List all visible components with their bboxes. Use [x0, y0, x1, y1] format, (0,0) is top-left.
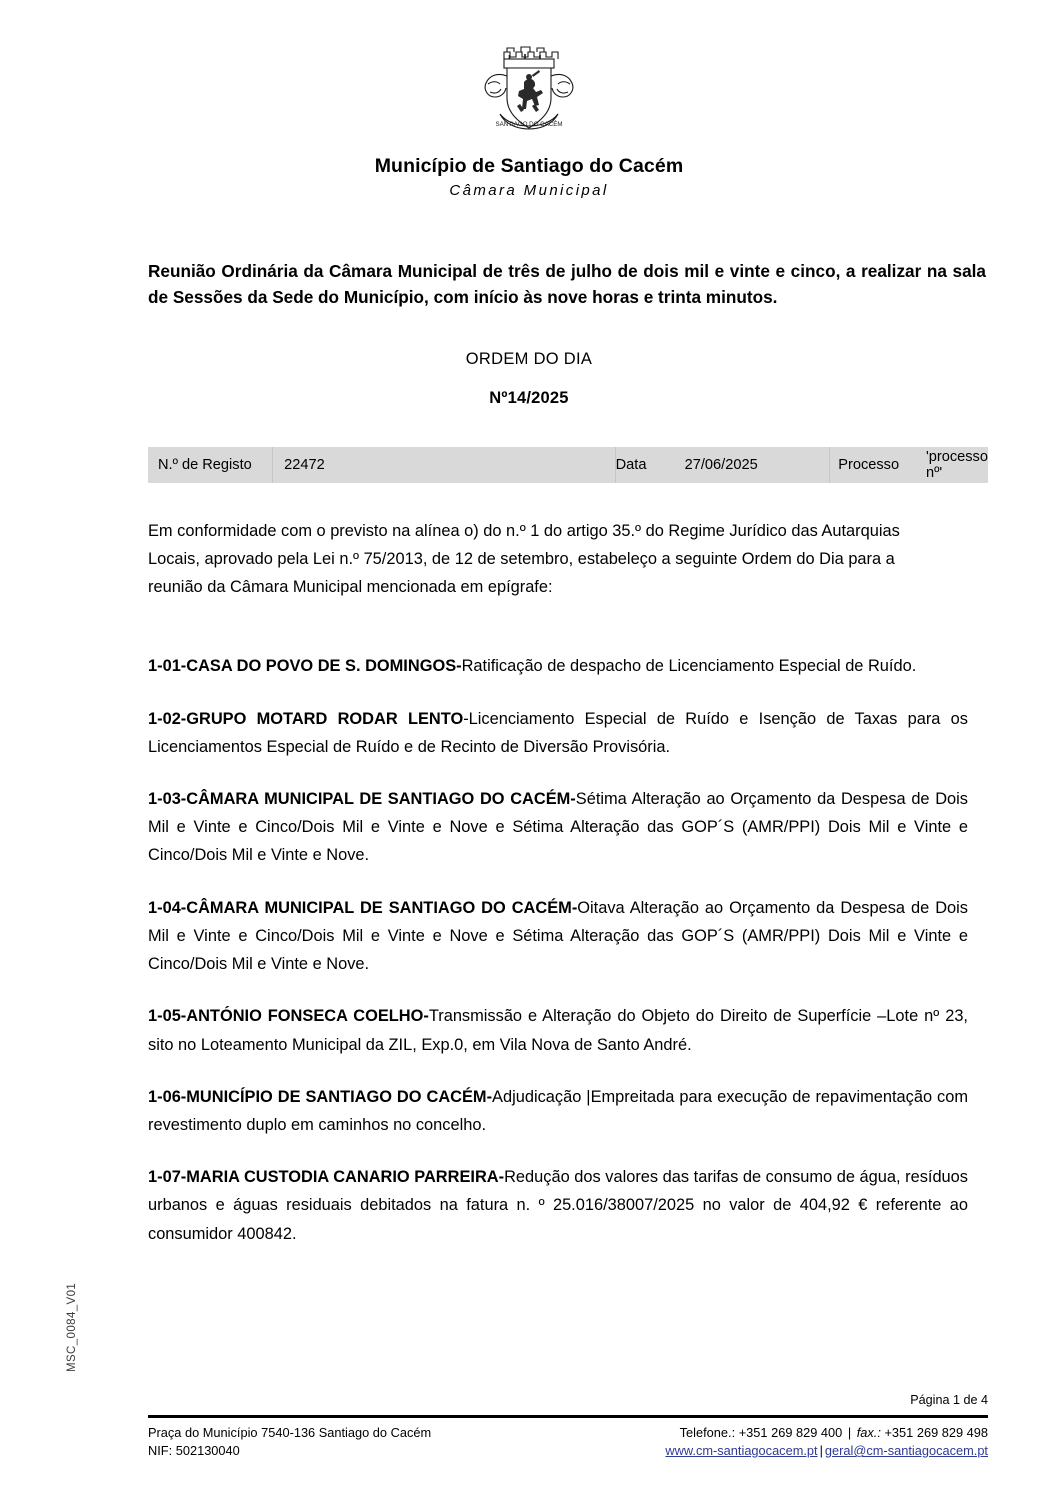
agenda-item-description: Ratificação de despacho de Licenciamento Especial de Ruído.: [461, 657, 917, 676]
document-form-code: MSC_0084_V01: [66, 1282, 78, 1372]
agenda-item-entity: 1-07-MARIA CUSTODIA CANARIO PARREIRA-: [148, 1168, 505, 1187]
registry-label-processo: Processo: [829, 447, 914, 483]
agenda-item: [148, 1083, 968, 1139]
agenda-list: [148, 636, 968, 1248]
agenda-item: [148, 1002, 968, 1058]
document-title: ORDEM DO DIA: [465, 350, 593, 368]
agenda-item-description: Adjudicação |Empreitada para execução de repavimentação com revestimento duplo em caminhos no concelho.: [148, 1087, 968, 1135]
agenda-item-entity: 1-03-CÂMARA MUNICIPAL DE SANTIAGO DO CACÉM-: [148, 790, 576, 809]
meeting-heading: Reunião Ordinária da Câmara Municipal de três de julho de dois mil e vinte e cinco, a realizar na sala de Sessões da Sede do Município, com início às nove horas e trinta minutos.: [148, 261, 986, 308]
footer-fax-label: fax.:: [856, 1425, 881, 1440]
coat-of-arms-icon: [474, 42, 584, 144]
footer-divider: [148, 1415, 988, 1418]
body-name-subtitle: Câmara Municipal: [449, 182, 609, 200]
footer-phone-label: Telefone.:: [679, 1425, 736, 1440]
agenda-item-entity: 1-06-MUNICÍPIO DE SANTIAGO DO CACÉM-: [148, 1087, 493, 1106]
footer-address-line1: Praça do Município 7540-136 Santiago do Cacém: [148, 1425, 432, 1440]
footer-contacts: [665, 1424, 988, 1460]
footer-phone-line: [665, 1424, 988, 1442]
intro-paragraph: Em conformidade com o previsto na alínea o) do n.º 1 do artigo 35.º do Regime Jurídico das Autarquias Locais, aprovado pela Lei n.º 75/2013, de 12 de setembro, estabeleço a seguinte Ordem do Dia para a reunião da Câmara Municipal mencionada em epígrafe:: [148, 522, 900, 597]
municipality-title: Município de Santiago do Cacém: [374, 155, 684, 177]
agenda-item: [148, 1163, 968, 1248]
document-number: Nº14/2025: [489, 389, 569, 407]
footer-email-link[interactable]: geral@cm-santiagocacem.pt: [824, 1443, 988, 1459]
agenda-item-description: Redução dos valores das tarifas de consumo de água, resíduos urbanos e águas residuais debitados na fatura n. º 25.016/38007/2025 no valor de 404,92 € referente ao consumidor 400842.: [148, 1168, 968, 1243]
registry-label-numero: N.º de Registo: [158, 457, 252, 473]
registry-label-data: Data: [615, 447, 674, 483]
agenda-item: [148, 705, 968, 761]
agenda-item-entity: 1-05-ANTÓNIO FONSECA COELHO-: [148, 1007, 429, 1026]
agenda-item-description: Transmissão e Alteração do Objeto do Direito de Superfície –Lote nº 23, sito no Loteamento Municipal da ZIL, Exp.0, em Vila Nova de Santo André.: [148, 1007, 968, 1054]
registry-value-numero: 22472: [272, 447, 615, 483]
registry-value-data: 27/06/2025: [684, 457, 758, 473]
agenda-item: [148, 652, 968, 680]
registry-value-processo: 'processo nº': [925, 449, 988, 481]
agenda-item-description: Sétima Alteração ao Orçamento da Despesa de Dois Mil e Vinte e Cinco/Dois Mil e Vinte e Nove e Sétima Alteração das GOP´S (AMR/PPI) Dois Mil e Vinte e Cinco/Dois Mil e Vinte e Nove.: [148, 790, 968, 865]
document-header: [0, 42, 1058, 199]
footer-web-line: [665, 1442, 988, 1460]
agenda-item: [148, 894, 968, 979]
agenda-item-entity: 1-02-GRUPO MOTARD RODAR LENTO: [148, 709, 464, 728]
registry-table: [148, 447, 988, 483]
footer-address: [148, 1424, 431, 1460]
agenda-item-description: Oitava Alteração ao Orçamento da Despesa de Dois Mil e Vinte e Cinco/Dois Mil e Vinte e Nove e Sétima Alteração das GOP´S (AMR/PPI) Dois Mil e Vinte e Cinco/Dois Mil e Vinte e Nove.: [148, 898, 968, 974]
footer-website-link[interactable]: www.cm-santiagocacem.pt: [665, 1443, 818, 1459]
crest-motto-text: SANTIAGO DO CACÉM: [495, 121, 563, 128]
agenda-item: [148, 785, 968, 870]
footer-fax-number: +351 269 829 498: [884, 1425, 988, 1440]
agenda-item-description: -Licenciamento Especial de Ruído e Isenção de Taxas para os Licenciamentos Especial de Ruído e de Recinto de Diversão Provisória.: [148, 709, 968, 756]
footer-separator: |: [819, 1443, 823, 1459]
document-footer: [148, 1424, 988, 1460]
footer-separator: |: [847, 1425, 852, 1440]
footer-phone-number: +351 269 829 400: [738, 1425, 843, 1440]
page-counter: Página 1 de 4: [910, 1393, 988, 1407]
agenda-item-entity: 1-01-CASA DO POVO DE S. DOMINGOS-: [148, 657, 462, 676]
agenda-item-entity: 1-04-CÂMARA MUNICIPAL DE SANTIAGO DO CACÉM-: [148, 898, 578, 917]
footer-nif: NIF: 502130040: [148, 1443, 240, 1459]
